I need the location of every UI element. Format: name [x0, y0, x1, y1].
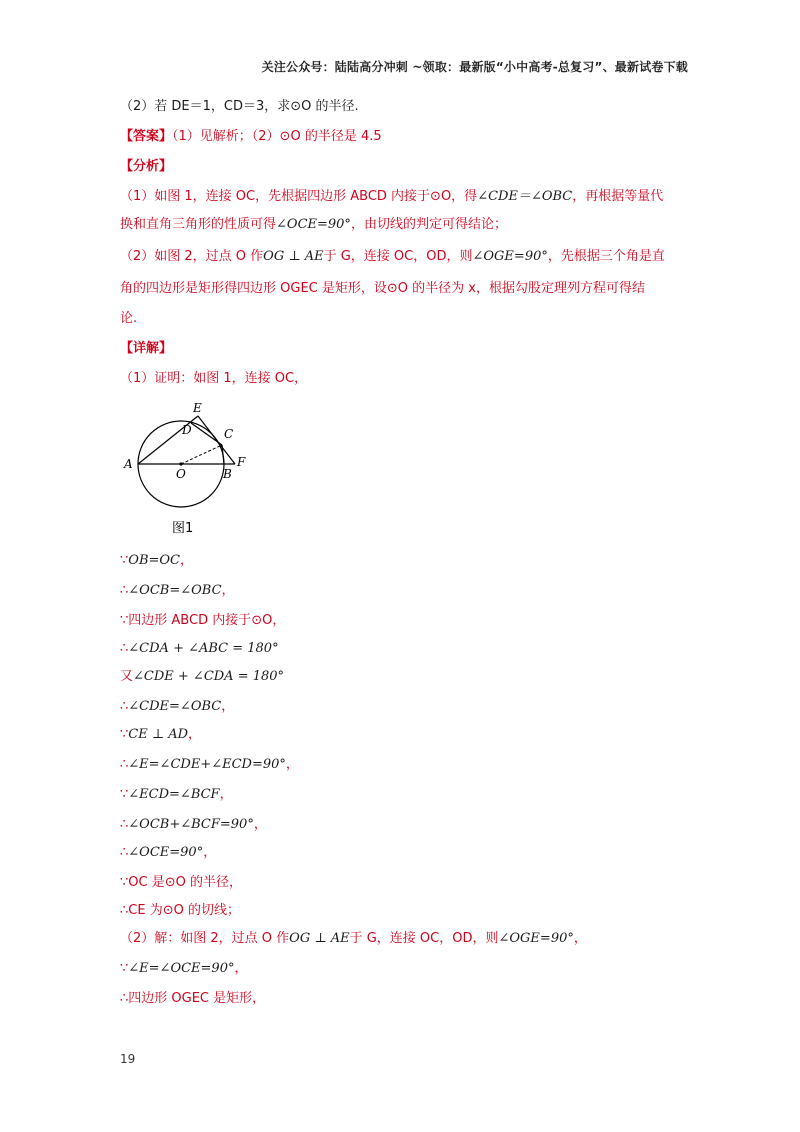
step-tail: ，	[253, 817, 267, 832]
math-expression: CE ⊥ AD	[128, 727, 189, 742]
point-o	[179, 462, 182, 465]
proof-step	[120, 786, 233, 804]
proof-step	[120, 640, 279, 658]
math-expression: ∠E=∠CDE+∠ECD=90°	[128, 757, 286, 772]
math-expression: ∠OCE=90°	[276, 217, 351, 232]
step-symbol: ∴	[120, 641, 129, 656]
math-expression: ∠CDE + ∠CDA = 180°	[133, 669, 285, 684]
analysis-text: ，再根据等量代	[572, 189, 664, 204]
proof-step	[120, 844, 216, 862]
proof-step	[120, 874, 242, 892]
step-symbol: ∴	[120, 991, 129, 1006]
step-tail: ，	[285, 757, 299, 772]
step-symbol: ∵	[120, 613, 129, 628]
math-expression: OB=OC	[128, 553, 180, 568]
analysis-text: （2）如图 2，过点 O 作	[120, 249, 264, 264]
proof-step	[120, 816, 267, 834]
step-symbol: ∵	[120, 961, 129, 976]
step-symbol: ∴	[120, 817, 129, 832]
step-symbol: ∴	[120, 699, 129, 714]
proof-step	[120, 756, 299, 774]
detail-label: 【详解】	[120, 341, 173, 356]
math-expression: ∠CDE=∠OBC	[128, 699, 222, 714]
step-symbol: ∵	[120, 787, 129, 802]
math-expression: ∠OCB+∠BCF=90°	[128, 817, 254, 832]
analysis-p2-line3: 论.	[120, 311, 138, 326]
analysis-p1-line1	[120, 188, 663, 206]
label-c: C	[224, 427, 234, 441]
step-symbol: ∴	[120, 757, 129, 772]
step-tail: ，	[234, 961, 248, 976]
analysis-p1-line2	[120, 216, 507, 234]
step-symbol: ∵	[120, 553, 129, 568]
math-expression: ∠ECD=∠BCF	[128, 787, 220, 802]
page-number: 19	[120, 1052, 136, 1066]
part2-solution-intro	[120, 930, 587, 948]
label-f: F	[237, 455, 246, 469]
step-tail: ，	[188, 727, 202, 742]
circle-diagram	[120, 398, 260, 538]
step-text: OC 是⊙O 的半径，	[128, 875, 242, 890]
solution-text: （2）解：如图 2，过点 O 作	[120, 931, 290, 946]
answer-text: （1）见解析；（2）⊙O 的半径是 4.5	[172, 129, 382, 144]
analysis-text: （1）如图 1，连接 OC，先根据四边形 ABCD 内接于⊙O，得	[120, 189, 478, 204]
step-symbol: ∴	[120, 903, 129, 918]
proof-step	[120, 668, 284, 686]
answer-line	[120, 128, 382, 146]
proof-intro: （1）证明：如图 1，连接 OC，	[120, 371, 308, 386]
math-expression: ∠OGE=90°	[472, 249, 548, 264]
math-expression: ∠OGE=90°	[498, 931, 574, 946]
proof-step	[120, 990, 265, 1008]
analysis-text: 换和直角三角形的性质可得	[120, 217, 277, 232]
proof-step	[120, 552, 193, 570]
solution-text: ，	[573, 931, 587, 946]
label-a: A	[124, 457, 133, 471]
step-text: 四边形 ABCD 内接于⊙O，	[128, 613, 286, 628]
math-expression: ∠CDE＝∠OBC	[477, 189, 573, 204]
math-expression: OG ⊥ AE	[289, 931, 350, 946]
label-o: O	[176, 467, 186, 481]
solution-text: 于 G，连接 OC，OD，则	[349, 931, 499, 946]
step-text: CE 为⊙O 的切线；	[128, 903, 240, 918]
step-tail: ，	[219, 787, 233, 802]
step-tail: ，	[221, 583, 235, 598]
step-tail: ，	[203, 845, 217, 860]
analysis-text: ，先根据三个角是直	[547, 249, 665, 264]
figure-caption: 图1	[172, 521, 194, 536]
proof-step	[120, 698, 234, 716]
answer-label: 【答案】	[120, 129, 173, 144]
proof-step	[120, 612, 285, 630]
analysis-text: 于 G，连接 OC，OD，则	[323, 249, 473, 264]
math-expression: OG ⊥ AE	[263, 249, 324, 264]
figure-1	[120, 398, 260, 538]
math-expression: ∠CDA + ∠ABC = 180°	[128, 641, 279, 656]
step-symbol: 又	[120, 669, 134, 684]
proof-step	[120, 960, 248, 978]
question-part2: （2）若 DE＝1，CD＝3，求⊙O 的半径.	[120, 99, 359, 114]
line-oc-dashed	[181, 445, 222, 464]
math-expression: ∠OCE=90°	[128, 845, 204, 860]
math-expression: ∠E=∠OCE=90°	[128, 961, 235, 976]
step-symbol: ∴	[120, 845, 129, 860]
page-header: 关注公众号：陆陆高分冲刺 ~领取：最新版“小中高考-总复习”、最新试卷下载	[261, 60, 688, 74]
math-expression: ∠OCB=∠OBC	[128, 583, 222, 598]
step-symbol: ∵	[120, 875, 129, 890]
step-symbol: ∴	[120, 583, 129, 598]
analysis-text: ，由切线的判定可得结论；	[350, 217, 507, 232]
step-tail: ，	[180, 553, 194, 568]
label-e: E	[193, 401, 202, 415]
analysis-label: 【分析】	[120, 159, 173, 174]
label-d: D	[182, 423, 192, 437]
analysis-p2-line2: 角的四边形是矩形得四边形 OGEC 是矩形，设⊙O 的半径为 x，根据勾股定理列方程可得结	[120, 281, 645, 296]
step-text: 四边形 OGEC 是矩形，	[128, 991, 266, 1006]
step-symbol: ∵	[120, 727, 129, 742]
analysis-p2-line1	[120, 248, 665, 266]
proof-step	[120, 726, 201, 744]
step-tail: ，	[221, 699, 235, 714]
proof-step	[120, 582, 235, 600]
label-b: B	[223, 467, 232, 481]
proof-step	[120, 902, 240, 920]
